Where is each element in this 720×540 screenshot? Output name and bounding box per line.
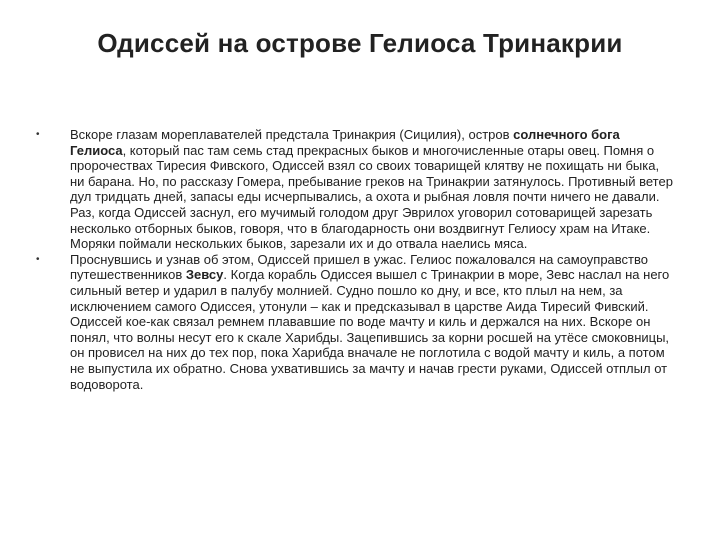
slide-title: Одиссей на острове Гелиоса Тринакрии — [97, 28, 623, 58]
bullet-list — [36, 127, 676, 392]
bullet-text-start: Проснувшись и узнав об этом, Одиссей пришел в ужас. Гелиос пожаловался на самоуправство путешественников — [70, 251, 648, 283]
bullet-item — [36, 252, 676, 392]
bullet-text-end: . Когда корабль Одиссея вышел с Тринакрии в море, Зевс наслал на него сильный ветер и ударил в палубу молнией. Судно пошло ко дну, и все, кто плыл на нем, за исключением самого Одиссея, утонули – как и предсказывал в царстве Аида Тиресий Фивский. Одиссей кое-как связал ремнем плававшие по воде мачту и киль и держался на них. Вскоре он понял, что волны несут его к скале Харибды. Зацепившись за корни росшей на утёсе смоковницы, он провисел на них до тех пор, пока Харибда вначале не поглотила с водой мачту и киль, а потом не выпустила их обратно. Снова ухватившись за мачту и начав грести руками, Одиссей отплыл от водоворота. — [70, 267, 670, 392]
bullet-icon: • — [36, 129, 40, 140]
bullet-text-bold: солнечного бога Гелиоса — [70, 127, 620, 158]
bullet-text-end: , который пас там семь стад прекрасных быков и многочисленные отары овец. Помня о пророчествах Тиресия Фивского, Одиссей взял со своих товарищей клятву не похищать ни быка, ни барана. Но, по рассказу Гомера, пребывание греков на Тринакрии затянулось. Противный ветер дул тридцать дней, запасы еды исчерпывались, а охота и рыбная ловля почти ничего не давали. Раз, когда Одиссей заснул, его мучимый голодом друг Эврилох уговорил сотоварищей зарезать несколько отборных быков, говоря, что в благодарность они воздвигнут Гелиосу храм на Итаке. Моряки поймали нескольких быков, зарезали их и до отвала наелись мяса. — [70, 142, 673, 252]
bullet-icon: • — [36, 253, 40, 265]
bullet-text-bold: Зевсу — [185, 267, 224, 283]
bullet-item — [36, 127, 676, 252]
bullet-text-start: Вскоре глазам мореплавателей предстала Тринакрия (Сицилия), остров — [70, 127, 514, 142]
